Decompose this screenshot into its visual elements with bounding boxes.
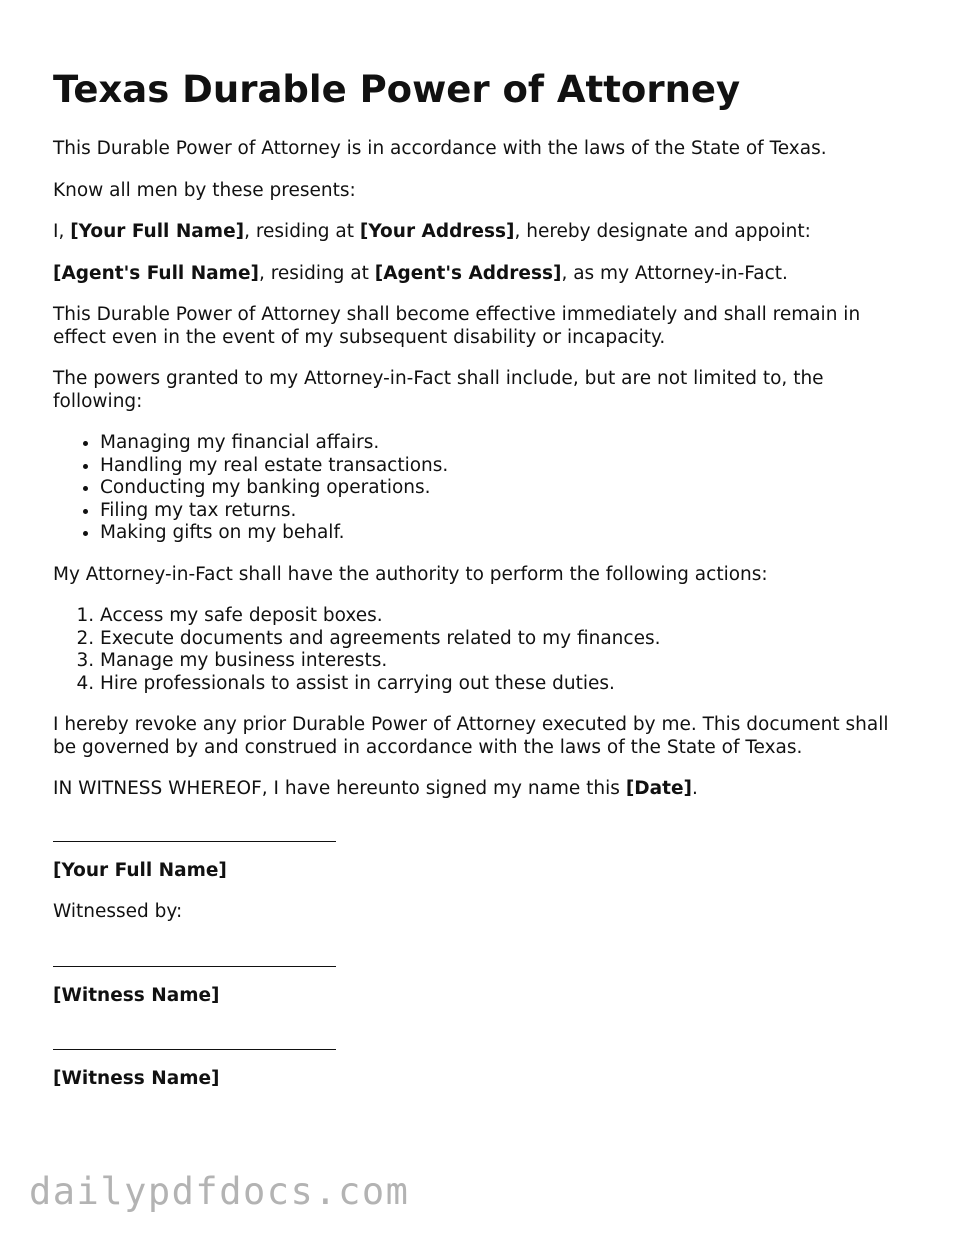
list-item: 2. Execute documents and agreements related to my finances. xyxy=(100,628,913,651)
list-item: • Filing my tax returns. xyxy=(100,500,913,523)
principal-name-placeholder: [Your Full Name] xyxy=(70,221,245,242)
witness-1-name: [Witness Name] xyxy=(53,984,220,1006)
powers-list xyxy=(53,432,913,545)
actions-list xyxy=(53,605,913,695)
greeting-paragraph: Know all men by these presents: xyxy=(53,179,356,201)
witness-clause-end: . xyxy=(691,778,698,799)
powers-intro-paragraph: The powers granted to my Attorney-in-Fact shall include, but are not limited to, the following: xyxy=(53,368,824,412)
date-placeholder: [Date] xyxy=(625,778,692,799)
witness-clause-text: IN WITNESS WHEREOF, I have hereunto signed my name this xyxy=(53,778,626,799)
list-item: 3. Manage my business interests. xyxy=(100,650,913,673)
effective-paragraph: This Durable Power of Attorney shall become effective immediately and shall remain in effect even in the event of my subsequent disability or incapacity. xyxy=(53,304,861,348)
principal-mid: , residing at xyxy=(244,221,360,242)
principal-prefix: I, xyxy=(53,221,71,242)
document-page xyxy=(53,66,913,1110)
witness-clause-paragraph xyxy=(53,778,913,801)
witnessed-by-label: Witnessed by: xyxy=(53,901,183,922)
list-item: 1. Access my safe deposit boxes. xyxy=(100,605,913,628)
list-item: • Managing my financial affairs. xyxy=(100,432,913,455)
principal-suffix: , hereby designate and appoint: xyxy=(514,221,811,242)
agent-suffix: , as my Attorney-in-Fact. xyxy=(561,262,788,284)
principal-address-placeholder: [Your Address] xyxy=(359,221,515,242)
agent-name-placeholder: [Agent's Full Name] xyxy=(53,262,259,284)
list-item: • Handling my real estate transactions. xyxy=(100,455,913,478)
principal-signature-name: [Your Full Name] xyxy=(53,859,227,881)
agent-paragraph xyxy=(53,263,913,286)
witness-1-signature-line xyxy=(53,966,336,967)
principal-paragraph xyxy=(53,221,913,244)
agent-address-placeholder: [Agent's Address] xyxy=(374,262,562,284)
actions-intro-paragraph: My Attorney-in-Fact shall have the authority to perform the following actions: xyxy=(53,563,768,585)
list-item: 4. Hire professionals to assist in carrying out these duties. xyxy=(100,673,913,696)
witness-2-signature-line xyxy=(53,1049,336,1050)
agent-mid: , residing at xyxy=(258,262,375,284)
witness-2-name: [Witness Name] xyxy=(53,1068,220,1089)
principal-signature-line xyxy=(53,841,336,842)
intro-paragraph: This Durable Power of Attorney is in accordance with the laws of the State of Texas. xyxy=(53,138,827,159)
watermark-text: dailypdfdocs.com xyxy=(29,1170,410,1213)
list-item: • Conducting my banking operations. xyxy=(100,477,913,500)
revoke-paragraph: I hereby revoke any prior Durable Power of Attorney executed by me. This document shall be governed by and construed in accordance with the laws of the State of Texas. xyxy=(53,714,889,758)
list-item: • Making gifts on my behalf. xyxy=(100,522,913,545)
document-title: Texas Durable Power of Attorney xyxy=(53,68,741,111)
